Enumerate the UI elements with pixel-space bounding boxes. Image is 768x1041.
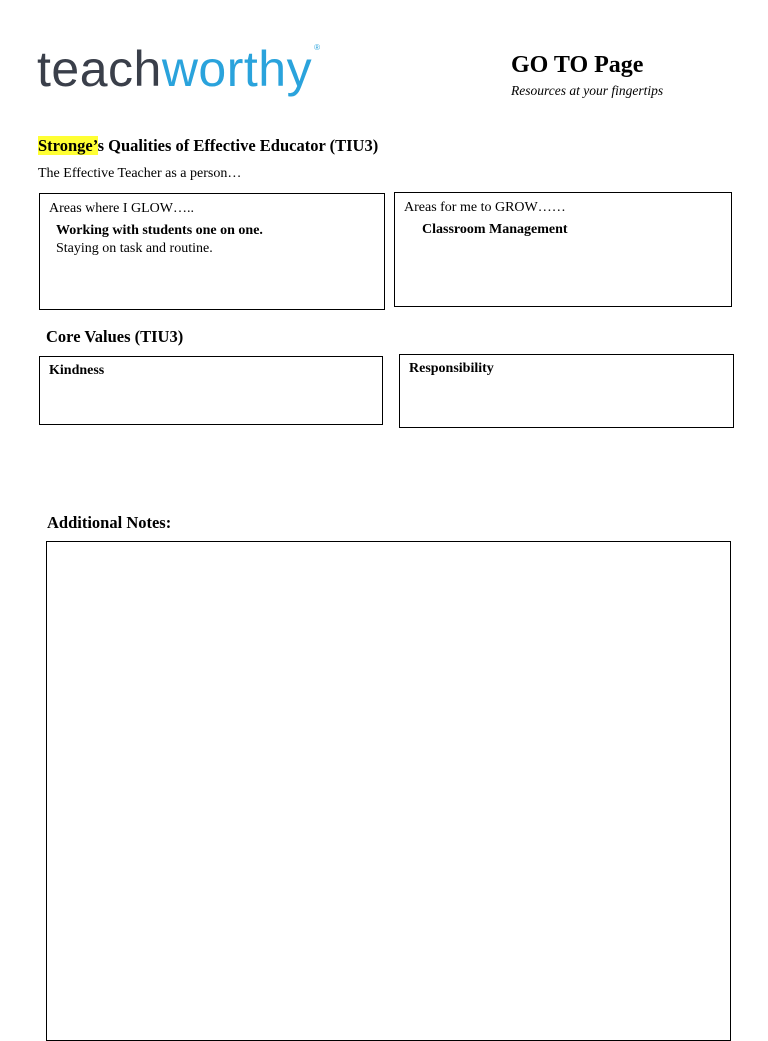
additional-notes-heading: Additional Notes: — [47, 513, 172, 532]
kindness-box — [39, 356, 383, 425]
logo-trademark: ® — [314, 43, 321, 52]
effective-teacher-subtitle: The Effective Teacher as a person… — [38, 166, 242, 181]
teachworthy-logo — [37, 41, 321, 97]
highlighted-name: Stronge’ — [38, 136, 98, 155]
page-title: GO TO Page — [511, 52, 644, 78]
logo-text-teach: teach — [37, 41, 162, 97]
grow-item-1: Classroom Management — [422, 222, 568, 237]
glow-box — [39, 193, 385, 310]
logo-text-worthy: worthy — [161, 41, 313, 97]
grow-box — [394, 192, 732, 307]
responsibility-box — [399, 354, 734, 428]
additional-notes-box — [46, 541, 731, 1041]
glow-item-1: Working with students one on one. — [56, 223, 263, 238]
page-subtitle: Resources at your fingertips — [511, 83, 664, 98]
kindness-label: Kindness — [49, 363, 105, 378]
glow-item-2: Staying on task and routine. — [56, 241, 213, 256]
qualities-heading — [38, 136, 378, 156]
qualities-heading-rest: s Qualities of Effective Educator (TIU3) — [97, 136, 379, 155]
responsibility-label: Responsibility — [409, 361, 494, 376]
glow-label: Areas where I GLOW….. — [49, 201, 194, 216]
core-values-heading: Core Values (TIU3) — [46, 327, 184, 346]
grow-label: Areas for me to GROW…… — [404, 200, 566, 215]
